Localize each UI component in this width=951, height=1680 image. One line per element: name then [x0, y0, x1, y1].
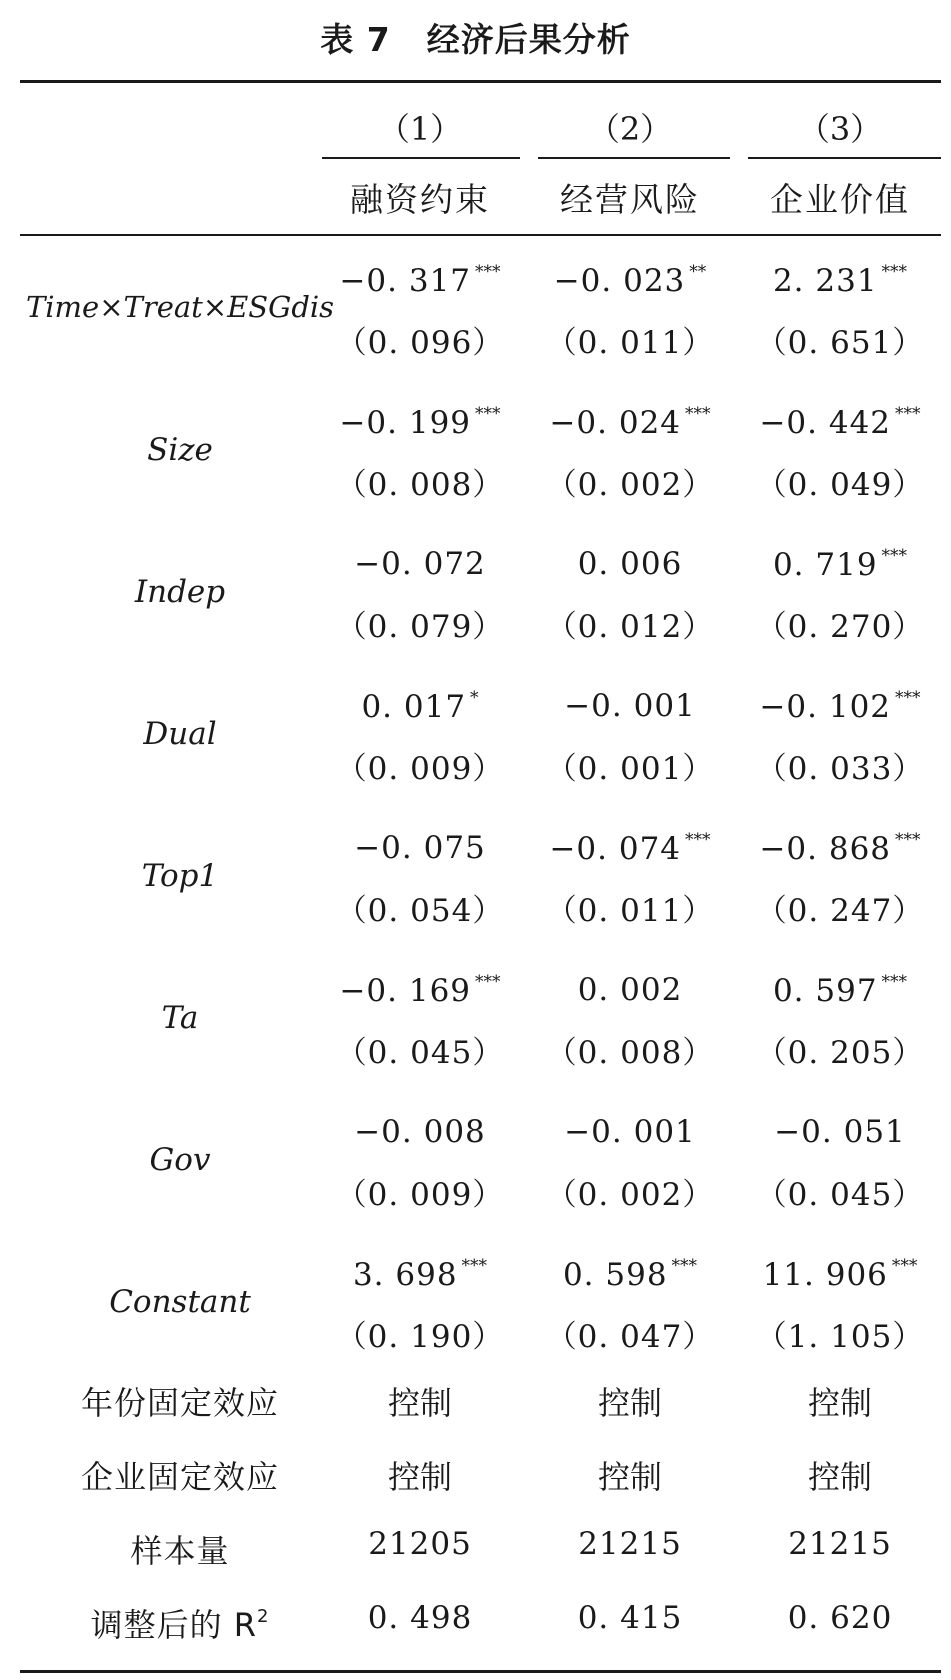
significance-stars: *** — [881, 972, 908, 992]
footer-value: 控制 — [597, 1384, 662, 1422]
variable-name: Dual — [143, 716, 217, 752]
coef-value: −0. 072 — [354, 546, 486, 582]
coef-cell — [320, 262, 520, 299]
significance-stars: * — [470, 688, 479, 708]
significance-stars: *** — [685, 404, 711, 424]
coef-value: −0. 317 — [339, 263, 472, 299]
col-subrule-3 — [748, 157, 941, 159]
footer-value: 21215 — [578, 1526, 682, 1562]
footer-label-superscript: 2 — [256, 1606, 270, 1627]
significance-stars: ** — [689, 262, 707, 282]
bottom-rule — [20, 1670, 941, 1673]
footer-value: 控制 — [807, 1384, 872, 1422]
coef-cell — [740, 830, 940, 867]
coef-value: −0. 199 — [339, 405, 472, 441]
coef-value: 0. 719 — [772, 547, 878, 583]
significance-stars: *** — [685, 830, 711, 850]
coef-value: −0. 024 — [549, 405, 682, 441]
footer-value: 控制 — [807, 1458, 872, 1496]
coef-value: −0. 102 — [759, 689, 892, 725]
coef-cell — [740, 546, 940, 583]
variable-name: Size — [147, 432, 213, 468]
std-error: （0. 012） — [545, 609, 715, 645]
footer-label-text: 样本量 — [130, 1532, 230, 1570]
coef-value: 0. 598 — [562, 1257, 668, 1293]
std-error: （0. 008） — [335, 467, 505, 503]
col-subrule-2 — [538, 157, 730, 159]
coef-value: −0. 169 — [339, 973, 472, 1009]
std-error: （0. 033） — [755, 751, 925, 787]
coef-cell — [740, 404, 940, 441]
top-rule — [20, 80, 941, 83]
coef-cell — [530, 1256, 730, 1293]
coef-value: −0. 001 — [564, 688, 696, 724]
variable-name: Ta — [161, 1000, 199, 1036]
std-error: （0. 190） — [335, 1319, 505, 1355]
coef-cell — [320, 1114, 520, 1150]
std-error: （0. 047） — [545, 1319, 715, 1355]
coef-cell — [320, 972, 520, 1009]
coef-cell — [530, 546, 730, 582]
coef-value: −0. 075 — [354, 830, 486, 866]
variable-name: Top1 — [141, 858, 219, 894]
coef-value: −0. 868 — [759, 831, 892, 867]
footer-value: 0. 415 — [577, 1600, 683, 1636]
coef-cell — [320, 404, 520, 441]
footer-label-text: 调整后的 R — [90, 1606, 257, 1644]
coef-cell — [320, 546, 520, 582]
significance-stars: *** — [461, 1256, 488, 1276]
coef-value: −0. 074 — [549, 831, 682, 867]
std-error: （0. 008） — [545, 1035, 715, 1071]
significance-stars: *** — [891, 1256, 918, 1276]
coef-value: −0. 008 — [354, 1114, 486, 1150]
std-error: （0. 270） — [755, 609, 925, 645]
std-error: （0. 054） — [335, 893, 505, 929]
variable-name: Constant — [109, 1284, 251, 1320]
coef-value: 3. 698 — [352, 1257, 458, 1293]
std-error: （0. 002） — [545, 1177, 715, 1213]
coef-cell — [740, 972, 940, 1009]
coef-cell — [740, 1114, 940, 1150]
coef-value: −0. 001 — [564, 1114, 696, 1150]
footer-value: 21205 — [368, 1526, 472, 1562]
std-error: （0. 247） — [755, 893, 925, 929]
significance-stars: *** — [881, 546, 908, 566]
coef-value: 0. 002 — [577, 972, 683, 1008]
footer-value: 0. 620 — [787, 1600, 893, 1636]
std-error: （0. 096） — [335, 325, 505, 361]
footer-value: 控制 — [387, 1458, 452, 1496]
coef-cell — [530, 262, 730, 299]
std-error: （0. 001） — [545, 751, 715, 787]
footer-value: 21215 — [788, 1526, 892, 1562]
significance-stars: *** — [475, 972, 501, 992]
coef-cell — [740, 262, 940, 299]
coef-value: 2. 231 — [772, 263, 878, 299]
col-number-2: （2） — [587, 110, 673, 148]
significance-stars: *** — [895, 404, 921, 424]
significance-stars: *** — [895, 830, 921, 850]
std-error: （0. 009） — [335, 1177, 505, 1213]
std-error: （0. 651） — [755, 325, 925, 361]
std-error: （0. 009） — [335, 751, 505, 787]
coef-cell — [320, 1256, 520, 1293]
variable-name: Time×Treat×ESGdis — [25, 290, 335, 324]
coef-cell — [530, 830, 730, 867]
significance-stars: *** — [895, 688, 921, 708]
coef-cell — [740, 688, 940, 725]
footer-label — [20, 1452, 340, 1498]
footer-label-text: 年份固定效应 — [80, 1384, 279, 1422]
col-subrule-1 — [322, 157, 520, 159]
coef-value: 0. 017 — [361, 689, 467, 725]
coef-cell — [530, 688, 730, 724]
std-error: （0. 011） — [545, 325, 715, 361]
coef-value: −0. 023 — [553, 263, 686, 299]
table-caption: 经济后果分析 — [426, 20, 631, 59]
footer-label — [20, 1600, 340, 1646]
coef-value: −0. 442 — [759, 405, 892, 441]
variable-name: Gov — [149, 1142, 211, 1178]
coef-cell — [320, 830, 520, 866]
std-error: （0. 045） — [335, 1035, 505, 1071]
std-error: （0. 079） — [335, 609, 505, 645]
col-name-3: 企业价值 — [770, 180, 910, 219]
std-error: （0. 205） — [755, 1035, 925, 1071]
col-number-3: （3） — [797, 110, 883, 148]
col-name-1: 融资约束 — [350, 180, 490, 219]
footer-label — [20, 1526, 340, 1572]
coef-value: −0. 051 — [774, 1114, 906, 1150]
significance-stars: *** — [475, 404, 501, 424]
coef-value: 0. 006 — [577, 546, 683, 582]
std-error: （0. 045） — [755, 1177, 925, 1213]
header-rule — [20, 234, 941, 236]
coef-cell — [530, 404, 730, 441]
std-error: （0. 002） — [545, 467, 715, 503]
col-number-1: （1） — [377, 110, 463, 148]
col-name-2: 经营风险 — [560, 180, 700, 219]
coef-cell — [740, 1256, 940, 1293]
significance-stars: *** — [881, 262, 908, 282]
coef-value: 0. 597 — [772, 973, 878, 1009]
variable-name: Indep — [134, 574, 226, 610]
coef-value: 11. 906 — [762, 1257, 888, 1293]
std-error: （0. 049） — [755, 467, 925, 503]
table-number: 表 7 — [320, 20, 391, 59]
table-title — [0, 14, 951, 61]
significance-stars: *** — [671, 1256, 698, 1276]
footer-value: 控制 — [597, 1458, 662, 1496]
footer-value: 控制 — [387, 1384, 452, 1422]
std-error: （1. 105） — [755, 1319, 925, 1355]
footer-value: 0. 498 — [367, 1600, 473, 1636]
footer-label — [20, 1378, 340, 1424]
coef-cell — [530, 972, 730, 1008]
significance-stars: *** — [475, 262, 501, 282]
coef-cell — [320, 688, 520, 725]
footer-label-text: 企业固定效应 — [80, 1458, 279, 1496]
coef-cell — [530, 1114, 730, 1150]
std-error: （0. 011） — [545, 893, 715, 929]
